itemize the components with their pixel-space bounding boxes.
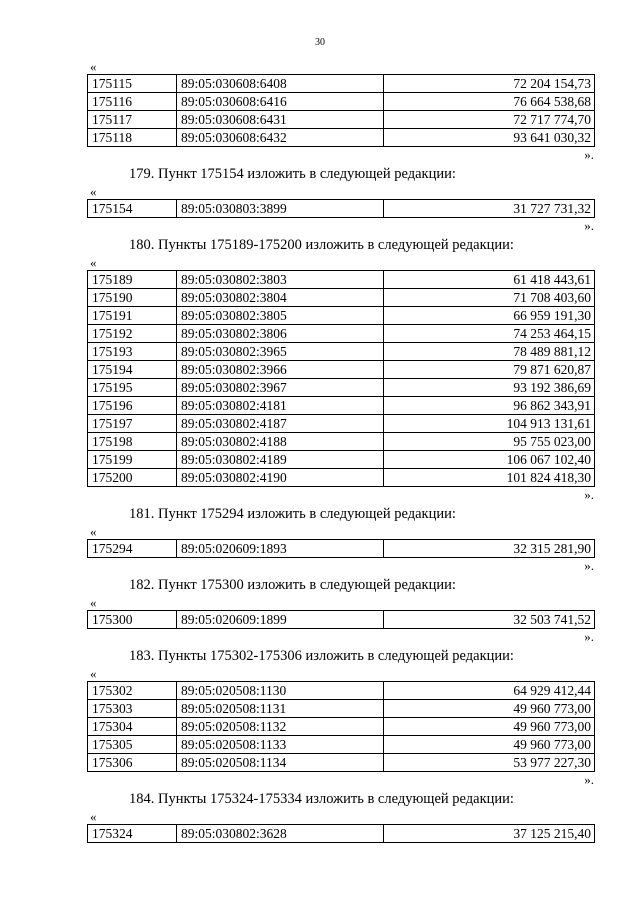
amendment-instruction: 179. Пункт 175154 изложить в следующей редакции:	[129, 166, 456, 182]
table-row	[88, 111, 595, 129]
amendment-section	[87, 163, 595, 234]
amendment-section	[87, 574, 595, 645]
cadastral-number-cell: 89:05:030802:3806	[177, 325, 384, 343]
cadastral-number-cell: 89:05:030608:6432	[177, 129, 384, 147]
cadastral-number-cell: 89:05:030608:6431	[177, 111, 384, 129]
table-row	[88, 75, 595, 93]
cadastral-number-cell: 89:05:030802:3965	[177, 343, 384, 361]
cadastral-value-cell: 31 727 731,32	[384, 200, 595, 218]
closing-quote: ».	[584, 629, 594, 644]
table-row	[88, 540, 595, 558]
cadastral-number-cell: 89:05:020508:1131	[177, 700, 384, 718]
cadastral-value-cell: 72 204 154,73	[384, 75, 595, 93]
cadastral-value-cell: 101 824 418,30	[384, 469, 595, 487]
cadastral-number-cell: 89:05:020508:1133	[177, 736, 384, 754]
cadastral-value-cell: 76 664 538,68	[384, 93, 595, 111]
cadastral-value-table	[87, 824, 595, 843]
cadastral-value-cell: 106 067 102,40	[384, 451, 595, 469]
cadastral-value-cell: 32 503 741,52	[384, 611, 595, 629]
table-row	[88, 433, 595, 451]
item-number-cell: 175324	[88, 825, 177, 843]
cadastral-value-table	[87, 681, 595, 772]
table-row	[88, 754, 595, 772]
item-number-cell: 175302	[88, 682, 177, 700]
cadastral-number-cell: 89:05:030608:6408	[177, 75, 384, 93]
cadastral-value-cell: 72 717 774,70	[384, 111, 595, 129]
item-number-cell: 175197	[88, 415, 177, 433]
amendment-instruction: 182. Пункт 175300 изложить в следующей редакции:	[129, 577, 456, 593]
cadastral-value-cell: 93 192 386,69	[384, 379, 595, 397]
closing-quote: ».	[584, 218, 594, 233]
table-row	[88, 289, 595, 307]
table-row	[88, 361, 595, 379]
table-row	[88, 682, 595, 700]
cadastral-number-cell: 89:05:030802:3805	[177, 307, 384, 325]
cadastral-value-table	[87, 610, 595, 629]
item-number-cell: 175193	[88, 343, 177, 361]
cadastral-value-cell: 32 315 281,90	[384, 540, 595, 558]
item-number-cell: 175191	[88, 307, 177, 325]
cadastral-value-cell: 93 641 030,32	[384, 129, 595, 147]
closing-quote: ».	[584, 487, 594, 502]
cadastral-value-cell: 78 489 881,12	[384, 343, 595, 361]
amendment-instruction: 181. Пункт 175294 изложить в следующей редакции:	[129, 506, 456, 522]
item-number-cell: 175198	[88, 433, 177, 451]
cadastral-number-cell: 89:05:030802:4181	[177, 397, 384, 415]
item-number-cell: 175118	[88, 129, 177, 147]
item-number-cell: 175305	[88, 736, 177, 754]
amendment-section	[87, 503, 595, 574]
table-row	[88, 93, 595, 111]
cadastral-value-cell: 49 960 773,00	[384, 700, 595, 718]
amendment-section	[87, 60, 595, 163]
cadastral-number-cell: 89:05:030802:4190	[177, 469, 384, 487]
cadastral-number-cell: 89:05:020508:1132	[177, 718, 384, 736]
table-row	[88, 271, 595, 289]
table-row	[88, 397, 595, 415]
item-number-cell: 175199	[88, 451, 177, 469]
table-row	[88, 451, 595, 469]
opening-quote: «	[90, 524, 97, 539]
opening-quote: «	[90, 184, 97, 199]
item-number-cell: 175303	[88, 700, 177, 718]
opening-quote: «	[90, 809, 97, 824]
item-number-cell: 175116	[88, 93, 177, 111]
item-number-cell: 175200	[88, 469, 177, 487]
opening-quote: «	[90, 255, 97, 270]
closing-quote: ».	[584, 147, 594, 162]
cadastral-value-cell: 64 929 412,44	[384, 682, 595, 700]
cadastral-number-cell: 89:05:020609:1893	[177, 540, 384, 558]
cadastral-value-table	[87, 74, 595, 147]
item-number-cell: 175306	[88, 754, 177, 772]
cadastral-value-cell: 61 418 443,61	[384, 271, 595, 289]
cadastral-number-cell: 89:05:030803:3899	[177, 200, 384, 218]
table-row	[88, 379, 595, 397]
opening-quote: «	[90, 666, 97, 681]
cadastral-value-cell: 49 960 773,00	[384, 736, 595, 754]
cadastral-number-cell: 89:05:030802:3967	[177, 379, 384, 397]
closing-quote: ».	[584, 772, 594, 787]
item-number-cell: 175115	[88, 75, 177, 93]
amendment-instruction: 184. Пункты 175324-175334 изложить в следующей редакции:	[129, 791, 514, 807]
item-number-cell: 175300	[88, 611, 177, 629]
cadastral-value-cell: 66 959 191,30	[384, 307, 595, 325]
cadastral-value-cell: 104 913 131,61	[384, 415, 595, 433]
item-number-cell: 175117	[88, 111, 177, 129]
cadastral-value-table	[87, 270, 595, 487]
table-row	[88, 129, 595, 147]
opening-quote: «	[90, 595, 97, 610]
amendment-section	[87, 645, 595, 788]
cadastral-value-table	[87, 199, 595, 218]
table-row	[88, 200, 595, 218]
item-number-cell: 175194	[88, 361, 177, 379]
table-row	[88, 307, 595, 325]
cadastral-value-cell: 74 253 464,15	[384, 325, 595, 343]
item-number-cell: 175190	[88, 289, 177, 307]
cadastral-value-cell: 71 708 403,60	[384, 289, 595, 307]
page-number: 30	[315, 37, 325, 48]
item-number-cell: 175196	[88, 397, 177, 415]
table-row	[88, 736, 595, 754]
amendment-instruction: 183. Пункты 175302-175306 изложить в следующей редакции:	[129, 648, 514, 664]
cadastral-value-cell: 95 755 023,00	[384, 433, 595, 451]
item-number-cell: 175195	[88, 379, 177, 397]
closing-quote: ».	[584, 558, 594, 573]
cadastral-number-cell: 89:05:030802:3966	[177, 361, 384, 379]
item-number-cell: 175154	[88, 200, 177, 218]
cadastral-value-cell: 96 862 343,91	[384, 397, 595, 415]
table-row	[88, 469, 595, 487]
cadastral-value-table	[87, 539, 595, 558]
cadastral-value-cell: 37 125 215,40	[384, 825, 595, 843]
document-body	[87, 60, 595, 843]
amendment-section	[87, 234, 595, 503]
table-row	[88, 700, 595, 718]
cadastral-number-cell: 89:05:030802:4187	[177, 415, 384, 433]
table-row	[88, 415, 595, 433]
table-row	[88, 343, 595, 361]
cadastral-number-cell: 89:05:020508:1134	[177, 754, 384, 772]
item-number-cell: 175192	[88, 325, 177, 343]
table-row	[88, 718, 595, 736]
cadastral-number-cell: 89:05:030608:6416	[177, 93, 384, 111]
cadastral-number-cell: 89:05:020609:1899	[177, 611, 384, 629]
amendment-section	[87, 788, 595, 843]
item-number-cell: 175189	[88, 271, 177, 289]
opening-quote: «	[90, 59, 97, 74]
cadastral-number-cell: 89:05:030802:4189	[177, 451, 384, 469]
cadastral-number-cell: 89:05:020508:1130	[177, 682, 384, 700]
amendment-instruction: 180. Пункты 175189-175200 изложить в следующей редакции:	[129, 237, 514, 253]
table-row	[88, 825, 595, 843]
cadastral-number-cell: 89:05:030802:3628	[177, 825, 384, 843]
cadastral-number-cell: 89:05:030802:3803	[177, 271, 384, 289]
cadastral-value-cell: 49 960 773,00	[384, 718, 595, 736]
cadastral-number-cell: 89:05:030802:3804	[177, 289, 384, 307]
table-row	[88, 611, 595, 629]
item-number-cell: 175304	[88, 718, 177, 736]
cadastral-number-cell: 89:05:030802:4188	[177, 433, 384, 451]
cadastral-value-cell: 79 871 620,87	[384, 361, 595, 379]
item-number-cell: 175294	[88, 540, 177, 558]
cadastral-value-cell: 53 977 227,30	[384, 754, 595, 772]
table-row	[88, 325, 595, 343]
